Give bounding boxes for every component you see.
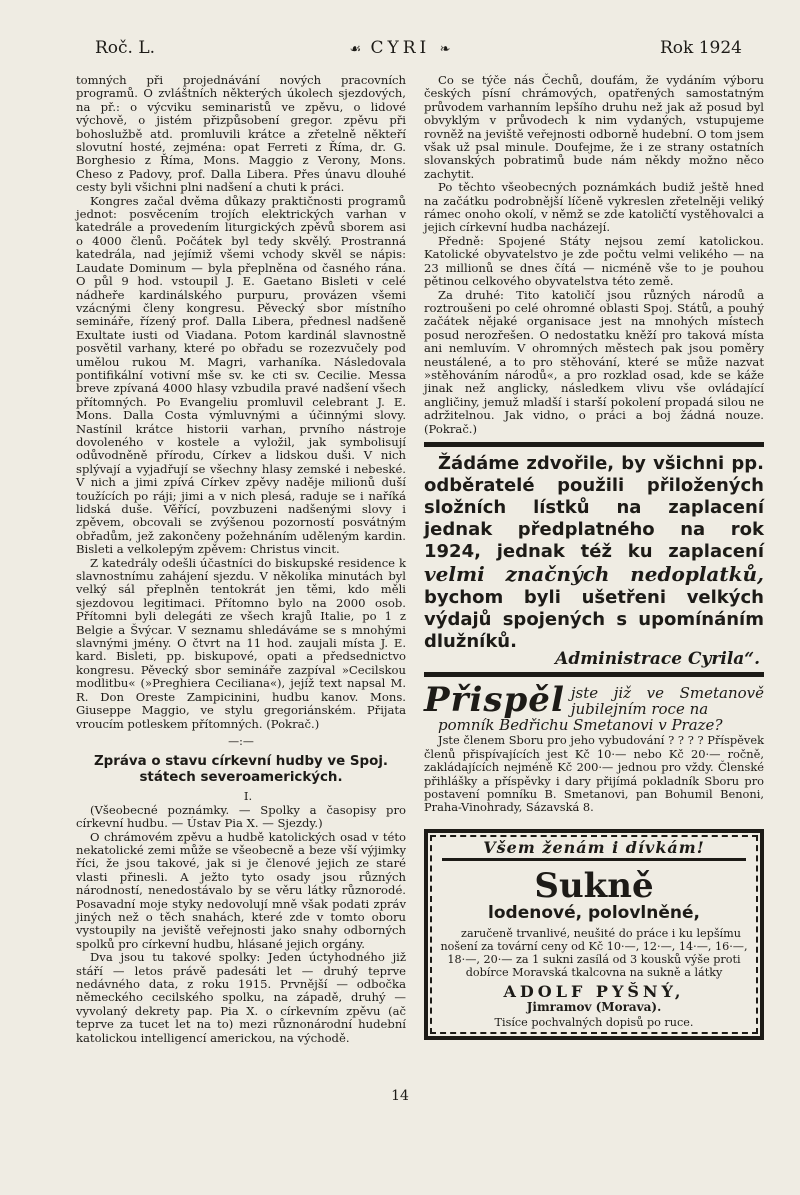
appeal-tail: bychom byli ušetřeni velkých výdajů spojených s upomínáním dlužníků.	[424, 586, 764, 652]
continued-note-2: (Pokrač.)	[424, 421, 478, 436]
continued-note-1: (Pokrač.)	[266, 716, 320, 731]
payment-appeal	[424, 453, 764, 653]
appeal-text: Žádáme zdvořile, by všichni pp. odběratelé použili přiložených složních lístků na zaplacení jednak předplatného na rok 1924, jednak též ku zaplacení	[424, 452, 764, 562]
ad-title: Sukně	[534, 866, 654, 907]
page-number: 14	[391, 1088, 409, 1104]
article-paragraph-6-text: Za druhé: Tito katoličí jsou různých národů a roztroušeni po celé ohromné oblasti Spoj. Států, a pouhý začátek nějaké organisace jest na mnohých místech posud nerozřešen. O nedostatku kněží pro taková místa ani nemluvím. V ohromných městech pak jsou poměry neustálené, a to pro stěhování, které se může nazvat »stěhováním národů«, a pro rozklad osad, kde se káže jinak než anglicky, následkem vlivu vše ovládající angličiny, jemuž mladší i starší pokolení propadá silou ne adržitelnou. Jak vidno, o práci a boj žádná nouze.	[424, 287, 764, 423]
ad-subtitle: lodenové, polovlněné,	[488, 903, 700, 924]
article-paragraph-5: Předně: Spojené Státy nejsou zemí katolickou. Katolické obyvatelstvo je zde počtu velmi velikého — na 23 millionů se dnes čítá — nicméně vše to je pouhou pětinou celkového obyvatelstva této země.	[424, 233, 764, 289]
congress-paragraph-3	[76, 557, 406, 731]
journal-name: CYRI	[370, 38, 431, 58]
ad-headline: Všem ženám i dívkám!	[483, 837, 705, 857]
appeal-emphasis: velmi značných nedoplatků,	[424, 561, 764, 586]
ad-body: zaručeně trvanlivé, neušité do práce i ku lepšímu nošení za tovární ceny od Kč 10·—, 12·—, 14·—, 16·—, 18·—, 20·— za 1 sukni zasílá od 3 kousků výše proti dobírce Moravská tkalcovna na sukně a látky	[440, 926, 748, 980]
article-paragraph-3: Co se týče nás Čechů, doufám, že vydáním výboru českých písní chrámových, opatřených samostatným průvodem varhanním lepšího druhu než jak až posud byl obvyklým v průvodech k nim vydaných, vstupujeme rovněž na jeviště veřejnosti odborně hudební. O tom jsem však už psal minule. Doufejme, že i ze strany ostatních slovanských pobratimů bude nám někdy možno něco zachytit.	[424, 73, 764, 181]
ornament-right-icon: ❧	[439, 42, 451, 57]
prispej-second-line: pomník Bedřichu Smetanovi v Praze?	[438, 716, 723, 735]
ad-firm-place: Jimramov (Morava).	[526, 999, 662, 1014]
congress-paragraph-1: tomných při projednávání nových pracovních programů. O zvláštních některých úkolech sjezdových, na př.: o výcviku seminaristů ve zpěvu, o lidové výchově, o jistém přizpůsobení gregor. zpěvu při bohoslužbě atd. promluvili krátce a zřetelně někteří slovutní hosté, zejména: opat Ferreti z Říma, dr. G. Borghesio z Říma, Mons. Maggio z Verony, Mons. Cheso z Padovy, prof. Dalla Libera. Přes únavu dlouhé cesty byli všichni plni nadšení a chuti k práci.	[76, 73, 406, 195]
ornament-left-icon: ☙	[349, 42, 362, 57]
smetana-appeal-heading	[424, 680, 764, 721]
ad-firm-name: ADOLF PYŠNÝ,	[503, 982, 685, 1002]
year-label: Rok 1924	[659, 38, 742, 58]
skirt-advertisement	[424, 829, 764, 1040]
congress-paragraph-3-text: Z katedrály odešli účastníci do biskupské residence k slavnostnímu zahájení sjezdu. V několika minutách byl velký sál přeplněn tentokrát jen těmi, kdo měli sjezdovou legitimaci. Přítomno bylo na 2000 osob. Přítomni byli delegáti ze všech krajů Italie, po 1 z Belgie a Švýcar. V seznamu shledáváme se s mnohými slavnými jmény. O čtvrt na 11 hod. zaujali místa J. E. kard. Bisleti, pp. biskupové, opati a předsednictvo kongresu. Pěvecký sbor semináře zazpíval »Cecilskou modlitbu« (»Preghiera Ceciliana«), jejíž text napsal M. R. Don Oreste Zampicinini, hudbu kanov. Mons. Giuseppe Maggio, ve stylu gregoriánském. Přijata vroucím potleskem přítomných.	[76, 555, 406, 731]
right-column	[424, 74, 764, 1040]
section-number: I.	[243, 789, 253, 804]
section-separator: —:—	[228, 734, 254, 748]
divider-rule-2	[424, 672, 764, 677]
article-topics: (Všeobecné poznámky. — Spolky a časopisy pro církevní hudbu. — Ústav Pia X. — Sjezdy.)	[76, 802, 406, 831]
running-header	[0, 38, 800, 62]
ad-rule	[442, 858, 746, 861]
ad-footer: Tisíce pochvalných dopisů po ruce.	[494, 1016, 694, 1030]
article-paragraph-4: Po těchto všeobecných poznámkách budiž ještě hned na začátku podrobnější líčeně vykreslen zřetelněji veliký rámec onoho okolí, v němž se zde katoličtí vystěhovalci a jejich církevní hudba nacházejí.	[424, 180, 764, 235]
article-paragraph-2: Dva jsou tu takové spolky: Jeden úctyhodného již stáří — letos právě padesáti let — druhý teprve nedávného data, z roku 1915. Prvnější — odbočka německého cecilského spolku, na západě, druhý — vyvolaný dekrety pap. Pia X. o církevním zpěvu (ač teprve za tucet let na to) mezi různonárodní hudební katolickou intelligencí americkou, na východě.	[76, 950, 406, 1045]
article-paragraph-1: O chrámovém zpěvu a hudbě katolických osad v této nekatolické zemi může se všeobecně a beze vší výjimky říci, že jsou takové, jak si je členové jejich ze staré vlasti přinesli. A ježto tyto osady jsou různých národností, nenedostávalo by se věru látky různorodé. Posavadní moje styky nedovolují mně však podati zpráv jiných než o těch snahách, které zde v tomto oboru vystoupily na jeviště veřejnosti jako snahy odborných spolků pro církevní hudbu, hlásané jejich orgány.	[76, 829, 406, 951]
volume-label: Roč. L.	[95, 38, 156, 58]
appeal-signature: Administrace Cyrila“.	[555, 648, 760, 669]
congress-paragraph-2: Kongres začal dvěma důkazy praktičnosti programů jednot: posvěcením trojích elektrických varhan v katedrále a provedením liturgických zpěvů sborem asi o 4000 členů. Počátek byl tedy skvělý. Prostranná katedrála, nad jejímiž všemi vchody skvěl se nápis: Laudate Dominum — byla přeplněna od časného rána. O půl 9 hod. vstoupil J. E. Gaetano Bisleti v celé nádheře kardinálského purpuru, provázen všemi vzácnými členy kongresu. Pěvecký sbor místního semináře, řízený prof. Dalla Libera, přednesl nadšeně Exultate iusti od Viadana. Potom kardinál slavnostně posvětil varhany, které po obřadu se rozezvučely pod umělou rukou M. Magri, varhaníka. Následovala pontifikální votivní mše sv. ke cti sv. Cecilie. Messa breve zpívaná 4000 hlasy vzbudila pravé nadšení všech přítomných. Po Evangeliu promluvil celebrant J. E. Mons. Dalla Costa výmluvnými a účinnými slovy. Nastínil krátce historii varhan, prvního nástroje dovoleného v kostele a vyložil, jak symbolisují odůvodněně přírodu, Církev a lidskou duši. V nich splývají a vyjadřují se všechny hlasy zemské i nebeské. V nich a jimi zpívá Církev zpěvy naděje milionů duší toužících po ráji; jimi a v nich plesá, raduje se i naříká lidská duše. Věřící, povzbuzeni nadšenými slovy i zpěvem, obcovali se zvýšenou pozorností posvátným obřadům, jež zakončeny požehnáním uděleným kardin. Bisleti a velkolepým zpěvem: Christus vincit.	[76, 193, 406, 557]
article-paragraph-6	[424, 289, 764, 436]
prispej-headline: Přispěl	[424, 680, 565, 721]
article-title: Zpráva o stavu církevní hudby ve Spoj. státech severoamerických.	[93, 754, 389, 786]
prispej-body: Jste členem Sboru pro jeho vybudování ? ? ? ? Příspěvek členů přispívajících jest Kč 10·— nebo Kč 20·— ročně, zakládajících nejméně Kč 200·— jednou pro vždy. Členské přihlášky a příspěvky i dary přijímá pokladník Sboru pro postavení pomníku B. Smetanovi, pan Bohumil Benoni, Praha-Vinohrady, Sázavská 8.	[424, 733, 764, 815]
divider-rule-1	[424, 442, 764, 447]
left-column	[76, 74, 406, 1045]
prispej-subline: jste již ve Smetanově jubilejním roce na	[570, 684, 764, 719]
